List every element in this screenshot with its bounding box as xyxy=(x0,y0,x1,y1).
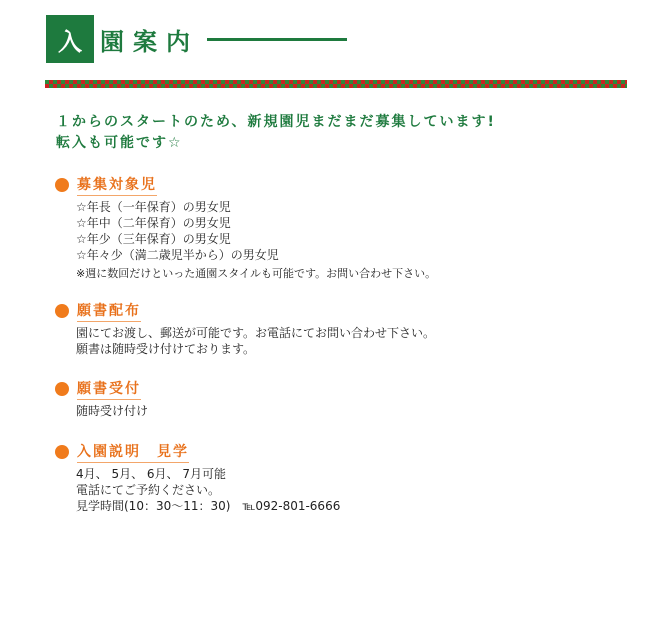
section-title: 願書受付 xyxy=(77,378,141,400)
section-note: ※週に数回だけといった通園スタイルも可能です。お問い合わせ下さい。 xyxy=(76,267,437,280)
section-line: 随時受け付け xyxy=(76,404,149,418)
section-line: 見学時間(10：30～11：30) ℡092-801-6666 xyxy=(76,499,341,513)
bullet-dot-icon xyxy=(55,382,69,396)
bullet-dot-icon xyxy=(55,178,69,192)
intro-line-2: 転入も可能です☆ xyxy=(56,135,183,151)
bullet-dot-icon xyxy=(55,304,69,318)
title-text: 園案内 xyxy=(100,27,199,56)
intro-line-1: １からのスタートのため、新規園児まだまだ募集しています! xyxy=(56,114,496,130)
checker-divider xyxy=(45,80,627,88)
section-line: 園にてお渡し、郵送が可能です。お電話にてお問い合わせ下さい。 xyxy=(76,326,436,340)
title-first-char: 入 xyxy=(46,15,94,63)
bullet-dot-icon xyxy=(55,445,69,459)
section-line: ☆年長（一年保育）の男女児 xyxy=(76,200,231,214)
page-title xyxy=(46,15,347,63)
section-application-acceptance xyxy=(55,379,148,419)
section-line: 4月、 5月、 6月、 7月可能 xyxy=(76,467,226,481)
section-line: ☆年少（三年保育）の男女児 xyxy=(76,232,231,246)
section-title: 願書配布 xyxy=(77,300,141,322)
section-application-distribution xyxy=(55,301,435,357)
section-briefing-visit xyxy=(55,442,340,514)
section-line: 電話にてご予約ください。 xyxy=(76,483,221,497)
section-line: ☆年々少（満二歳児半から）の男女児 xyxy=(76,248,279,262)
title-underline xyxy=(207,38,347,41)
section-title: 入園説明 見学 xyxy=(77,441,189,463)
section-title: 募集対象児 xyxy=(77,174,157,196)
section-recruit-target xyxy=(55,175,436,282)
intro-text xyxy=(56,112,496,154)
section-line: 願書は随時受け付けております。 xyxy=(76,342,256,356)
section-line: ☆年中（二年保育）の男女児 xyxy=(76,216,231,230)
